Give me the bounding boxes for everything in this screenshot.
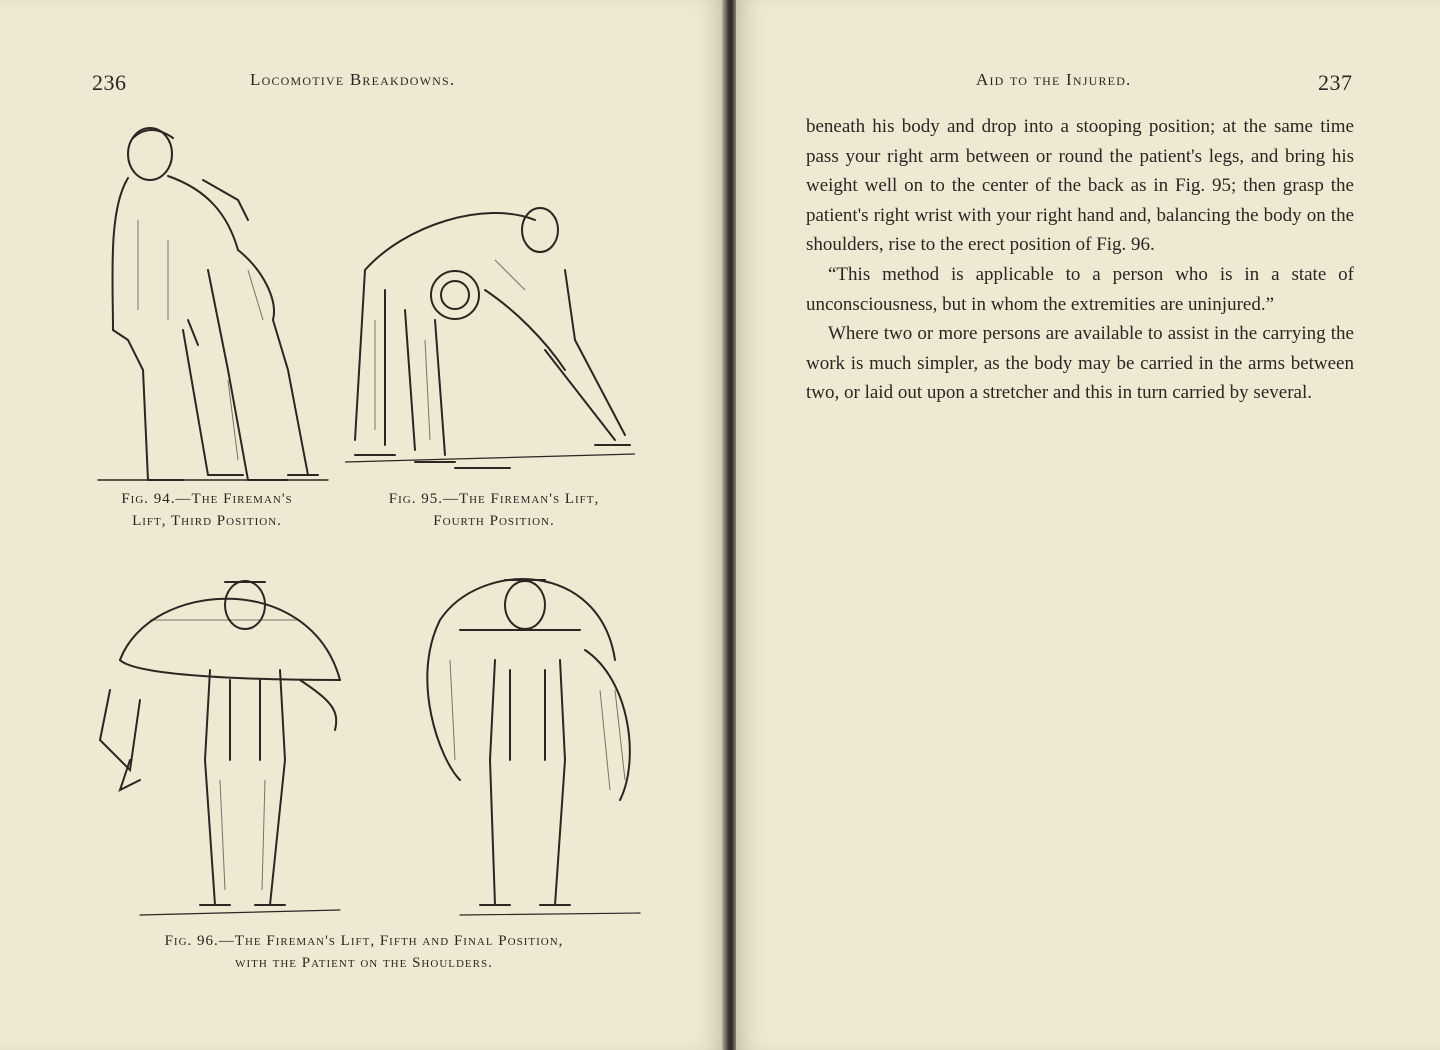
- figure-95-caption: [346, 488, 642, 532]
- figure-94-caption: [88, 488, 326, 532]
- right-page-number: 237: [1318, 70, 1353, 95]
- figure-96-caption: [88, 930, 640, 974]
- figure-96-illustration-front: [90, 560, 350, 920]
- right-page-body-text: [806, 112, 1354, 408]
- left-running-head: Locomotive Breakdowns.: [250, 70, 456, 89]
- right-running-head: Aid to the Injured.: [976, 70, 1132, 89]
- figure-96-illustration-side: [400, 560, 650, 920]
- figure-96-caption-line-1: Fig. 96.—The Fireman's Lift, Fifth and Final Position,: [164, 933, 564, 949]
- figure-94-illustration: [88, 120, 333, 485]
- figure-94-caption-line-1: Fig. 94.—The Fireman's: [121, 491, 293, 507]
- paragraph-2: “This method is applicable to a person who is in a state of unconsciousness, but in whom the extremities are uninjured.”: [806, 263, 1354, 315]
- figure-95-illustration: [345, 200, 635, 485]
- left-page-number: 236: [92, 70, 127, 95]
- figure-95-caption-line-1: Fig. 95.—The Fireman's Lift,: [388, 491, 600, 507]
- paragraph-3: Where two or more persons are available to assist in the carrying the work is much simpler, as the body may be carried in the arms between two, or laid out upon a stretcher and this in turn carried by several.: [806, 323, 1354, 404]
- figure-94-caption-line-2: Lift, Third Position.: [132, 513, 282, 529]
- paragraph-1: beneath his body and drop into a stooping position; at the same time pass your right arm between or round the patient's legs, and bring his weight well on to the center of the back as in Fig. 95; then grasp the patient's right wrist with your right hand and, balancing the body on the shoulders, rise to the erect position of Fig. 96.: [806, 116, 1354, 256]
- figure-95-caption-line-2: Fourth Position.: [433, 513, 555, 529]
- figure-96-caption-line-2: with the Patient on the Shoulders.: [235, 955, 493, 971]
